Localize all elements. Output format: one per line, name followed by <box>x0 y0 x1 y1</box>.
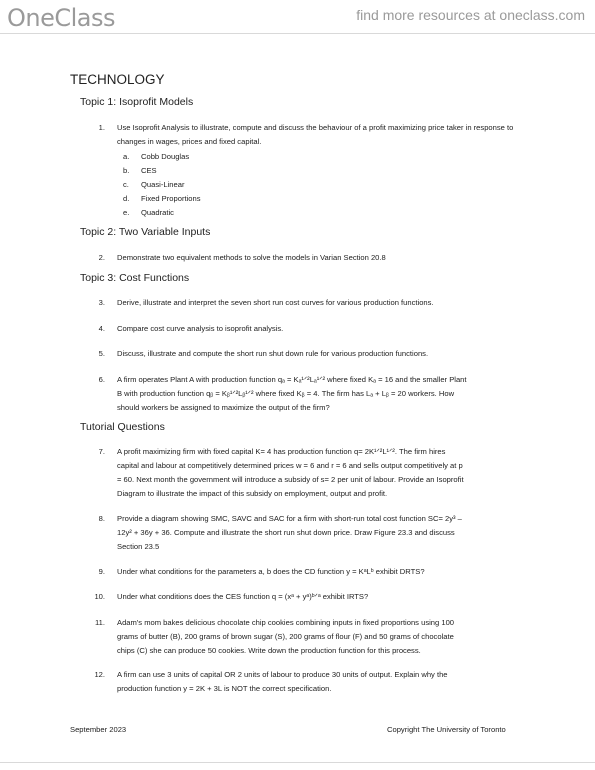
header-divider <box>0 33 595 34</box>
oneclass-logo[interactable]: OneClass <box>7 4 116 32</box>
item-11-line-1: Adam's mom bakes delicious chocolate chip cookies combining inputs in fixed proportions using 100 <box>117 618 455 627</box>
sub-item-e: Quadratic <box>141 208 174 217</box>
item-4-number: 4. <box>98 324 105 333</box>
item-9-number: 9. <box>98 567 105 576</box>
item-4-text: Compare cost curve analysis to isoprofit analysis. <box>117 324 284 333</box>
item-3-number: 3. <box>98 298 105 307</box>
sub-item-d: Fixed Proportions <box>141 194 201 203</box>
item-8-number: 8. <box>98 514 105 523</box>
topic-3-heading: Topic 3: Cost Functions <box>80 272 190 284</box>
item-11-line-2: grams of butter (B), 200 grams of brown sugar (S), 200 grams of flour (F) and 50 grams of chocolate <box>117 632 454 641</box>
promo-link[interactable]: find more resources at oneclass.com <box>356 7 585 23</box>
sub-item-c: Quasi-Linear <box>141 180 185 189</box>
item-2-number: 2. <box>98 253 105 262</box>
item-11-number: 11. <box>95 618 105 627</box>
item-6-number: 6. <box>98 375 105 384</box>
item-12-line-2: production function y = 2K + 3L is NOT the correct specification. <box>117 684 332 693</box>
sub-item-b: CES <box>141 166 157 175</box>
sub-letter-d: d. <box>123 194 130 203</box>
item-10-text: Under what conditions does the CES function q = (xᵃ + yᵃ)ᵇᐟᵃ exhibit IRTS? <box>117 592 369 601</box>
item-1-text: Use Isoprofit Analysis to illustrate, compute and discuss the behaviour of a profit maximizing price taker in response to changes in wages, prices and fixed capital. <box>117 123 514 146</box>
item-3-text: Derive, illustrate and interpret the seven short run cost curves for various production functions. <box>117 298 434 307</box>
item-8-line-1: Provide a diagram showing SMC, SAVC and SAC for a firm with short-run total cost function SC= 2y³ – <box>117 514 462 523</box>
item-2-text: Demonstrate two equivalent methods to solve the models in Varian Section 20.8 <box>117 253 386 262</box>
item-7-line-4: Diagram to illustrate the impact of this subsidy on employment, output and profit. <box>117 489 388 498</box>
sub-item-a: Cobb Douglas <box>141 152 190 161</box>
item-9-text: Under what conditions for the parameters a, b does the CD function y = KᵃLᵇ exhibit DRTS? <box>117 567 425 576</box>
document-title: TECHNOLOGY <box>70 72 165 87</box>
item-12-line-1: A firm can use 3 units of capital OR 2 units of labour to produce 30 units of output. Explain why the <box>117 670 448 679</box>
item-6-line-2: B with production function qᵦ = Kᵦ¹ᐟ²Lᵦ¹ᐟ² where fixed Kᵦ = 4. The firm has Lₐ + Lᵦ = 20 workers. How <box>117 389 455 398</box>
sub-letter-b: b. <box>123 166 130 175</box>
sub-letter-c: c. <box>123 180 129 189</box>
item-12-number: 12. <box>94 670 105 679</box>
item-1-number: 1. <box>98 123 105 132</box>
item-10-number: 10. <box>94 592 105 601</box>
footer-date: September 2023 <box>70 725 127 734</box>
item-7-line-3: = 60. Next month the government will introduce a subsidy of s= 2 per unit of labour. Provide an Isoprofit <box>117 475 464 484</box>
topic-1-heading: Topic 1: Isoprofit Models <box>80 96 194 108</box>
item-7-line-2: capital and labour at competitively determined prices w = 6 and r = 6 and sells output competitively at p <box>117 461 463 470</box>
item-5-number: 5. <box>98 349 105 358</box>
item-6-line-3: should workers be assigned to maximize the output of the firm? <box>117 403 330 412</box>
sub-letter-a: a. <box>123 152 130 161</box>
footer-divider <box>0 762 595 763</box>
footer-copyright: Copyright The University of Toronto <box>387 725 506 734</box>
sub-letter-e: e. <box>123 208 130 217</box>
item-7-line-1: A profit maximizing firm with fixed capital K= 4 has production function q= 2K¹ᐟ²L¹ᐟ². The firm hires <box>117 447 446 456</box>
item-5-text: Discuss, illustrate and compute the short run shut down rule for various production functions. <box>117 349 429 358</box>
topic-2-heading: Topic 2: Two Variable Inputs <box>80 226 211 238</box>
item-8-line-3: Section 23.5 <box>117 542 160 551</box>
item-6-line-1: A firm operates Plant A with production function qₐ = Kₐ¹ᐟ²Lₐ¹ᐟ² where fixed Kₐ = 16 and the smaller Plant <box>117 375 467 384</box>
item-11-line-3: chips (C) she can produce 50 cookies. Write down the production function for this process. <box>117 646 421 655</box>
tutorial-heading: Tutorial Questions <box>80 421 165 433</box>
item-8-line-2: 12y² + 36y + 36. Compute and illustrate the short run shut down price. Draw Figure 23.3 and discuss <box>117 528 455 537</box>
item-7-number: 7. <box>98 447 105 456</box>
